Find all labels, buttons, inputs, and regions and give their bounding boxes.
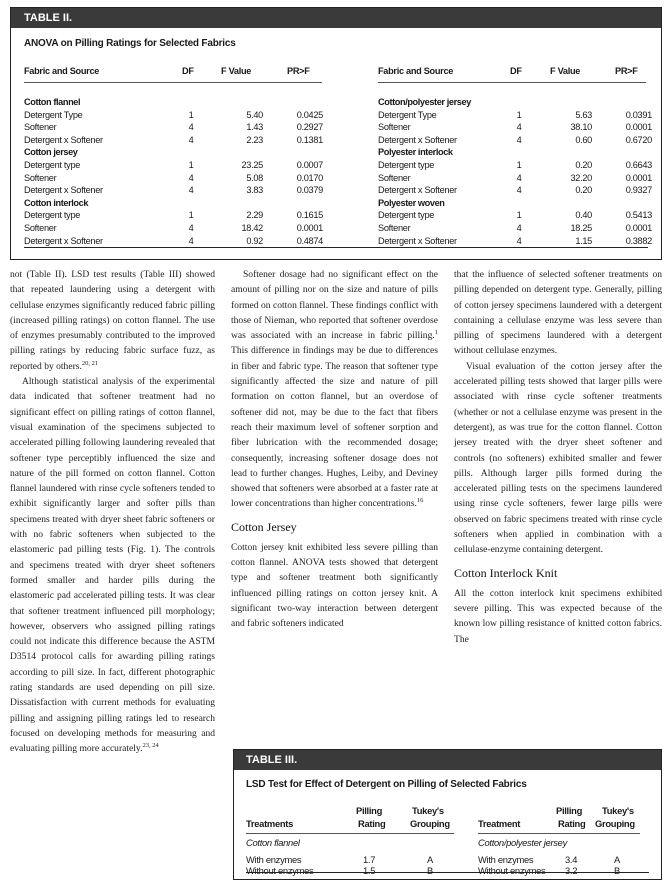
group-cotton-polyester-jersey: Cotton/polyester jersey — [478, 837, 567, 848]
row-rating: 3.2 — [565, 865, 578, 876]
cell-df: 4 — [516, 222, 522, 233]
paragraph: All the cotton interlock knit specimens exhibited severe pilling. This was expected because of the known low pilling resistance of knitted cotton fabrics. The — [454, 587, 662, 645]
cell-f: 0.40 — [575, 210, 592, 221]
cell-df: 4 — [188, 222, 194, 233]
cell-pr: 0.1381 — [296, 134, 323, 145]
table-row — [24, 184, 324, 197]
row-rating: 3.4 — [565, 854, 578, 865]
cell-df: 4 — [516, 185, 522, 196]
table-row — [24, 235, 324, 248]
cell-pr: 0.0379 — [296, 185, 323, 196]
cell-name: Softener — [378, 122, 411, 133]
cell-f: 0.20 — [575, 185, 592, 196]
cell-name: Detergent Type — [378, 109, 437, 120]
header-fabric: Fabric and Source — [378, 66, 454, 76]
cell-pr: 0.2927 — [296, 122, 323, 133]
table-3-bottom-rule — [246, 872, 649, 873]
cell-f: 5.40 — [246, 109, 263, 120]
cell-pr: 0.0001 — [625, 222, 652, 233]
table-row — [378, 172, 658, 185]
cell-pr: 0.4874 — [296, 235, 323, 246]
cell-df: 4 — [516, 172, 522, 183]
table-2-title: ANOVA on Pilling Ratings for Selected Fabrics — [24, 38, 236, 49]
cell-f: 32.20 — [570, 172, 592, 183]
cell-f: 0.20 — [575, 159, 592, 170]
cell-name: Softener — [24, 172, 57, 183]
cell-pr: 0.0425 — [296, 109, 323, 120]
group-label: Polyester woven — [378, 197, 445, 208]
group-label: Cotton interlock — [24, 197, 89, 208]
table-row — [24, 209, 324, 222]
cell-pr: 0.1615 — [296, 210, 323, 221]
header-pr: PR>F — [615, 66, 638, 76]
table-row-group — [378, 146, 658, 159]
table-row-group — [378, 197, 658, 210]
cell-f: 1.15 — [575, 235, 592, 246]
header-rule — [246, 833, 454, 834]
row-rating: 1.7 — [363, 854, 376, 865]
table-row — [24, 109, 324, 122]
cell-f: 5.63 — [575, 109, 592, 120]
cell-pr: 0.0391 — [625, 109, 652, 120]
cell-name: Softener — [24, 222, 57, 233]
header-grouping: Grouping — [410, 818, 450, 829]
table-row — [24, 222, 324, 235]
cell-pr: 0.0001 — [296, 222, 323, 233]
row-treatment: Without enzymes — [478, 865, 546, 876]
row-grouping: A — [614, 854, 620, 865]
cell-pr: 0.9327 — [625, 185, 652, 196]
cell-name: Detergent x Softener — [24, 134, 103, 145]
section-heading-cotton-interlock: Cotton Interlock Knit — [454, 565, 558, 580]
table-row — [24, 134, 324, 147]
header-rule — [378, 82, 646, 83]
header-grouping: Grouping — [595, 818, 635, 829]
cell-f: 18.25 — [570, 222, 592, 233]
table-3-label: TABLE III. — [234, 750, 661, 770]
table-row — [378, 109, 658, 122]
cell-pr: 0.3882 — [625, 235, 652, 246]
group-label: Cotton flannel — [24, 97, 81, 107]
table-row-group — [378, 96, 658, 109]
header-df: DF — [182, 66, 194, 76]
header-f-value: F Value — [550, 66, 581, 76]
header-rating: Rating — [558, 818, 586, 829]
cell-df: 4 — [516, 122, 522, 133]
table-row-group — [24, 197, 324, 210]
cell-f: 0.60 — [575, 134, 592, 145]
cell-f: 5.08 — [246, 172, 263, 183]
row-grouping: B — [427, 865, 433, 876]
cell-f: 38.10 — [570, 122, 592, 133]
table-row — [378, 134, 658, 147]
table-row — [378, 235, 658, 248]
reference: 20, 21 — [81, 359, 99, 367]
cell-df: 1 — [188, 109, 194, 120]
cell-name: Detergent x Softener — [378, 134, 457, 145]
text-column-3 — [454, 267, 662, 647]
header-rule — [478, 833, 640, 834]
header-tukeys: Tukey's — [412, 805, 444, 816]
table-row-group — [24, 146, 324, 159]
cell-name: Detergent Type — [24, 109, 83, 120]
paragraph: Although statistical analysis of the experimental data indicated that softener treatment had no significant effect on pilling ratings of cotton flannel, visual examination of the specimens subjected to accelerated pilling following laundering revealed that softener type perceptibly influenced the size and nature of the pill formed on cotton flannel. Cotton flannel laundered with rinse cycle softeners tended to exhibit significantly larger and softer pills than specimens treated with dryer sheet fabric softeners or with no fabric softeners when subjected to the elastomeric pad pilling tests (Fig. 1). The controls and specimens treated with dryer sheet softeners formed smaller and harder pills during the elastomeric pad accelerated pilling tests. It was clear that softener treatment influenced pill morphology; however, observers who assigned pilling ratings could not indicate this difference because the ASTM D3514 protocol calls for awarding pilling ratings according to pill size. In fact, different photographic rating standards are used depending on pill size. Dissatisfaction with current methods for evaluating pilling and assigning pilling ratings led to research focused on developing methods for measuring and evaluating pilling more accurately.$^{23, 24}$ — [10, 376, 215, 755]
section-heading-cotton-jersey: Cotton Jersey — [231, 519, 297, 534]
cell-name: Detergent x Softener — [24, 185, 103, 196]
cell-f: 1.43 — [246, 122, 263, 133]
header-pilling: Pilling — [356, 805, 383, 816]
header-treatment: Treatment — [478, 818, 521, 829]
cell-f: 3.83 — [246, 185, 263, 196]
cell-df: 1 — [188, 159, 194, 170]
cell-df: 1 — [188, 210, 194, 221]
cell-pr: 0.0001 — [625, 122, 652, 133]
cell-name: Softener — [378, 222, 411, 233]
cell-pr: 0.0001 — [625, 172, 652, 183]
cell-df: 1 — [516, 159, 522, 170]
reference: 16 — [416, 497, 424, 505]
cell-name: Detergent type — [24, 159, 81, 170]
paragraph: that the influence of selected softener treatments on pilling depended on detergent type. Generally, pilling of cotton jersey specimens laundered with a detergent containing a cellulase enzyme was less severe than pilling of specimens laundered with a detergent without cellulase enzymes. — [454, 269, 662, 357]
table-row — [24, 121, 324, 134]
cell-df: 4 — [516, 134, 522, 145]
table-row — [378, 159, 658, 172]
cell-f: 23.25 — [241, 159, 263, 170]
table-row — [378, 184, 658, 197]
header-pr: PR>F — [287, 66, 310, 76]
text-column-1 — [10, 267, 215, 757]
group-label: Cotton jersey — [24, 147, 78, 158]
row-treatment: Without enzymes — [246, 865, 314, 876]
cell-pr: 0.6643 — [625, 159, 652, 170]
cell-f: 2.23 — [246, 134, 263, 145]
header-treatments: Treatments — [246, 818, 294, 829]
table-2-right-header — [378, 66, 658, 80]
cell-name: Detergent type — [378, 210, 435, 221]
cell-df: 4 — [188, 134, 194, 145]
group-label: Cotton/polyester jersey — [378, 97, 471, 107]
cell-df: 4 — [516, 235, 522, 246]
header-df: DF — [510, 66, 522, 76]
paragraph: Softener dosage had no significant effect on the amount of pilling nor on the size and nature of pills formed on cotton flannel. These findings conflict with those of Nieman, who reported that softener overdose was associated with an increase in fabric pilling.$^1$ This difference in findings may be due to differences in fiber and fabric type. The reason that softener type significantly affected the size and nature of pill formation on cotton flannel, but an overdose of softener did not, may be due to the fact that fibers reach their maximum level of softener sorption and fiber lubrication with the recommended dosage; consequently, increasing softener dosage does not lead to further changes. Hughes, Leiby, and Deviney showed that softeners were absorbed at a faster rate at lower concentrations than higher concentrations.$^{16}$ — [231, 269, 438, 510]
paragraph: Cotton jersey knit exhibited less severe pilling than cotton flannel. ANOVA tests showed that detergent type and softener treatment both significantly influenced pilling ratings on cotton jersey knit. A significant two-way interaction between detergent and fabric softeners indicated — [231, 541, 438, 630]
group-cotton-flannel: Cotton flannel — [246, 837, 300, 848]
cell-df: 4 — [188, 235, 194, 246]
table-row — [24, 159, 324, 172]
cell-name: Detergent x Softener — [378, 185, 457, 196]
table-2-right-body — [378, 96, 658, 247]
paragraph: Visual evaluation of the cotton jersey after the accelerated pilling tests showed that larger pills were associated with rinse cycle softener treatments (whether or not a cellulase enzyme was present in the detergent), as was true for the cotton flannel. Cotton jersey treated with the dryer sheet softener and controls (no softeners) exhibited smaller and fewer pills. Although larger pills formed during the accelerated pilling tests on the specimens laundered using rinse cycle softeners, fewer large pills were observed on fabric specimens treated with rinse cycle softeners when applied in combination with a cellulase-enzyme containing detergent. — [454, 360, 662, 556]
table-3-title: LSD Test for Effect of Detergent on Pilling of Selected Fabrics — [246, 779, 527, 790]
table-2 — [10, 7, 662, 260]
header-pilling: Pilling — [556, 805, 583, 816]
table-2-left-header — [24, 66, 324, 80]
cell-name: Detergent x Softener — [24, 235, 103, 246]
cell-df: 1 — [516, 210, 522, 221]
cell-name: Detergent type — [24, 210, 81, 221]
table-2-left-column — [24, 66, 324, 246]
table-row — [24, 172, 324, 185]
cell-pr: 0.5413 — [625, 210, 652, 221]
table-3 — [233, 749, 662, 880]
cell-name: Detergent x Softener — [378, 235, 457, 246]
reference: 23, 24 — [142, 742, 159, 750]
table-2-right-column — [378, 66, 658, 246]
cell-df: 4 — [188, 185, 194, 196]
header-rule — [24, 82, 322, 83]
table-2-label: TABLE II. — [11, 8, 661, 28]
table-2-bottom-rule — [24, 247, 648, 248]
table-2-left-body — [24, 96, 324, 247]
paragraph: not (Table II). LSD test results (Table III) showed that repeated laundering using a detergent with cellulase enzymes significantly reduced fabric pilling (increased pilling ratings) on cotton flannel. The use of enzymes presumably contributed to the improved pilling ratings by reducing fabric surface fuzz, as reported by others.$^{20, 21}$ — [10, 269, 215, 372]
cell-pr: 0.0170 — [296, 172, 323, 183]
row-grouping: B — [614, 865, 620, 876]
cell-name: Softener — [378, 172, 411, 183]
reference: 1 — [434, 329, 438, 337]
header-f-value: F Value — [221, 66, 252, 76]
cell-pr: 0.6720 — [625, 134, 652, 145]
row-grouping: A — [427, 854, 433, 865]
cell-df: 1 — [516, 109, 522, 120]
header-fabric: Fabric and Source — [24, 66, 100, 76]
cell-f: 0.92 — [246, 235, 263, 246]
header-rating: Rating — [358, 818, 386, 829]
cell-pr: 0.0007 — [296, 159, 323, 170]
cell-f: 2.29 — [246, 210, 263, 221]
cell-f: 18.42 — [241, 222, 263, 233]
table-row-group — [24, 96, 324, 109]
table-row — [378, 222, 658, 235]
group-label: Polyester interlock — [378, 147, 453, 158]
cell-df: 4 — [188, 122, 194, 133]
row-rating: 1.5 — [363, 865, 376, 876]
header-tukeys: Tukey's — [602, 805, 634, 816]
table-row — [378, 209, 658, 222]
text-column-2 — [231, 267, 438, 632]
row-treatment: With enzymes — [246, 854, 302, 865]
cell-name: Softener — [24, 122, 57, 133]
table-row — [378, 121, 658, 134]
row-treatment: With enzymes — [478, 854, 534, 865]
cell-name: Detergent type — [378, 159, 435, 170]
cell-df: 4 — [188, 172, 194, 183]
